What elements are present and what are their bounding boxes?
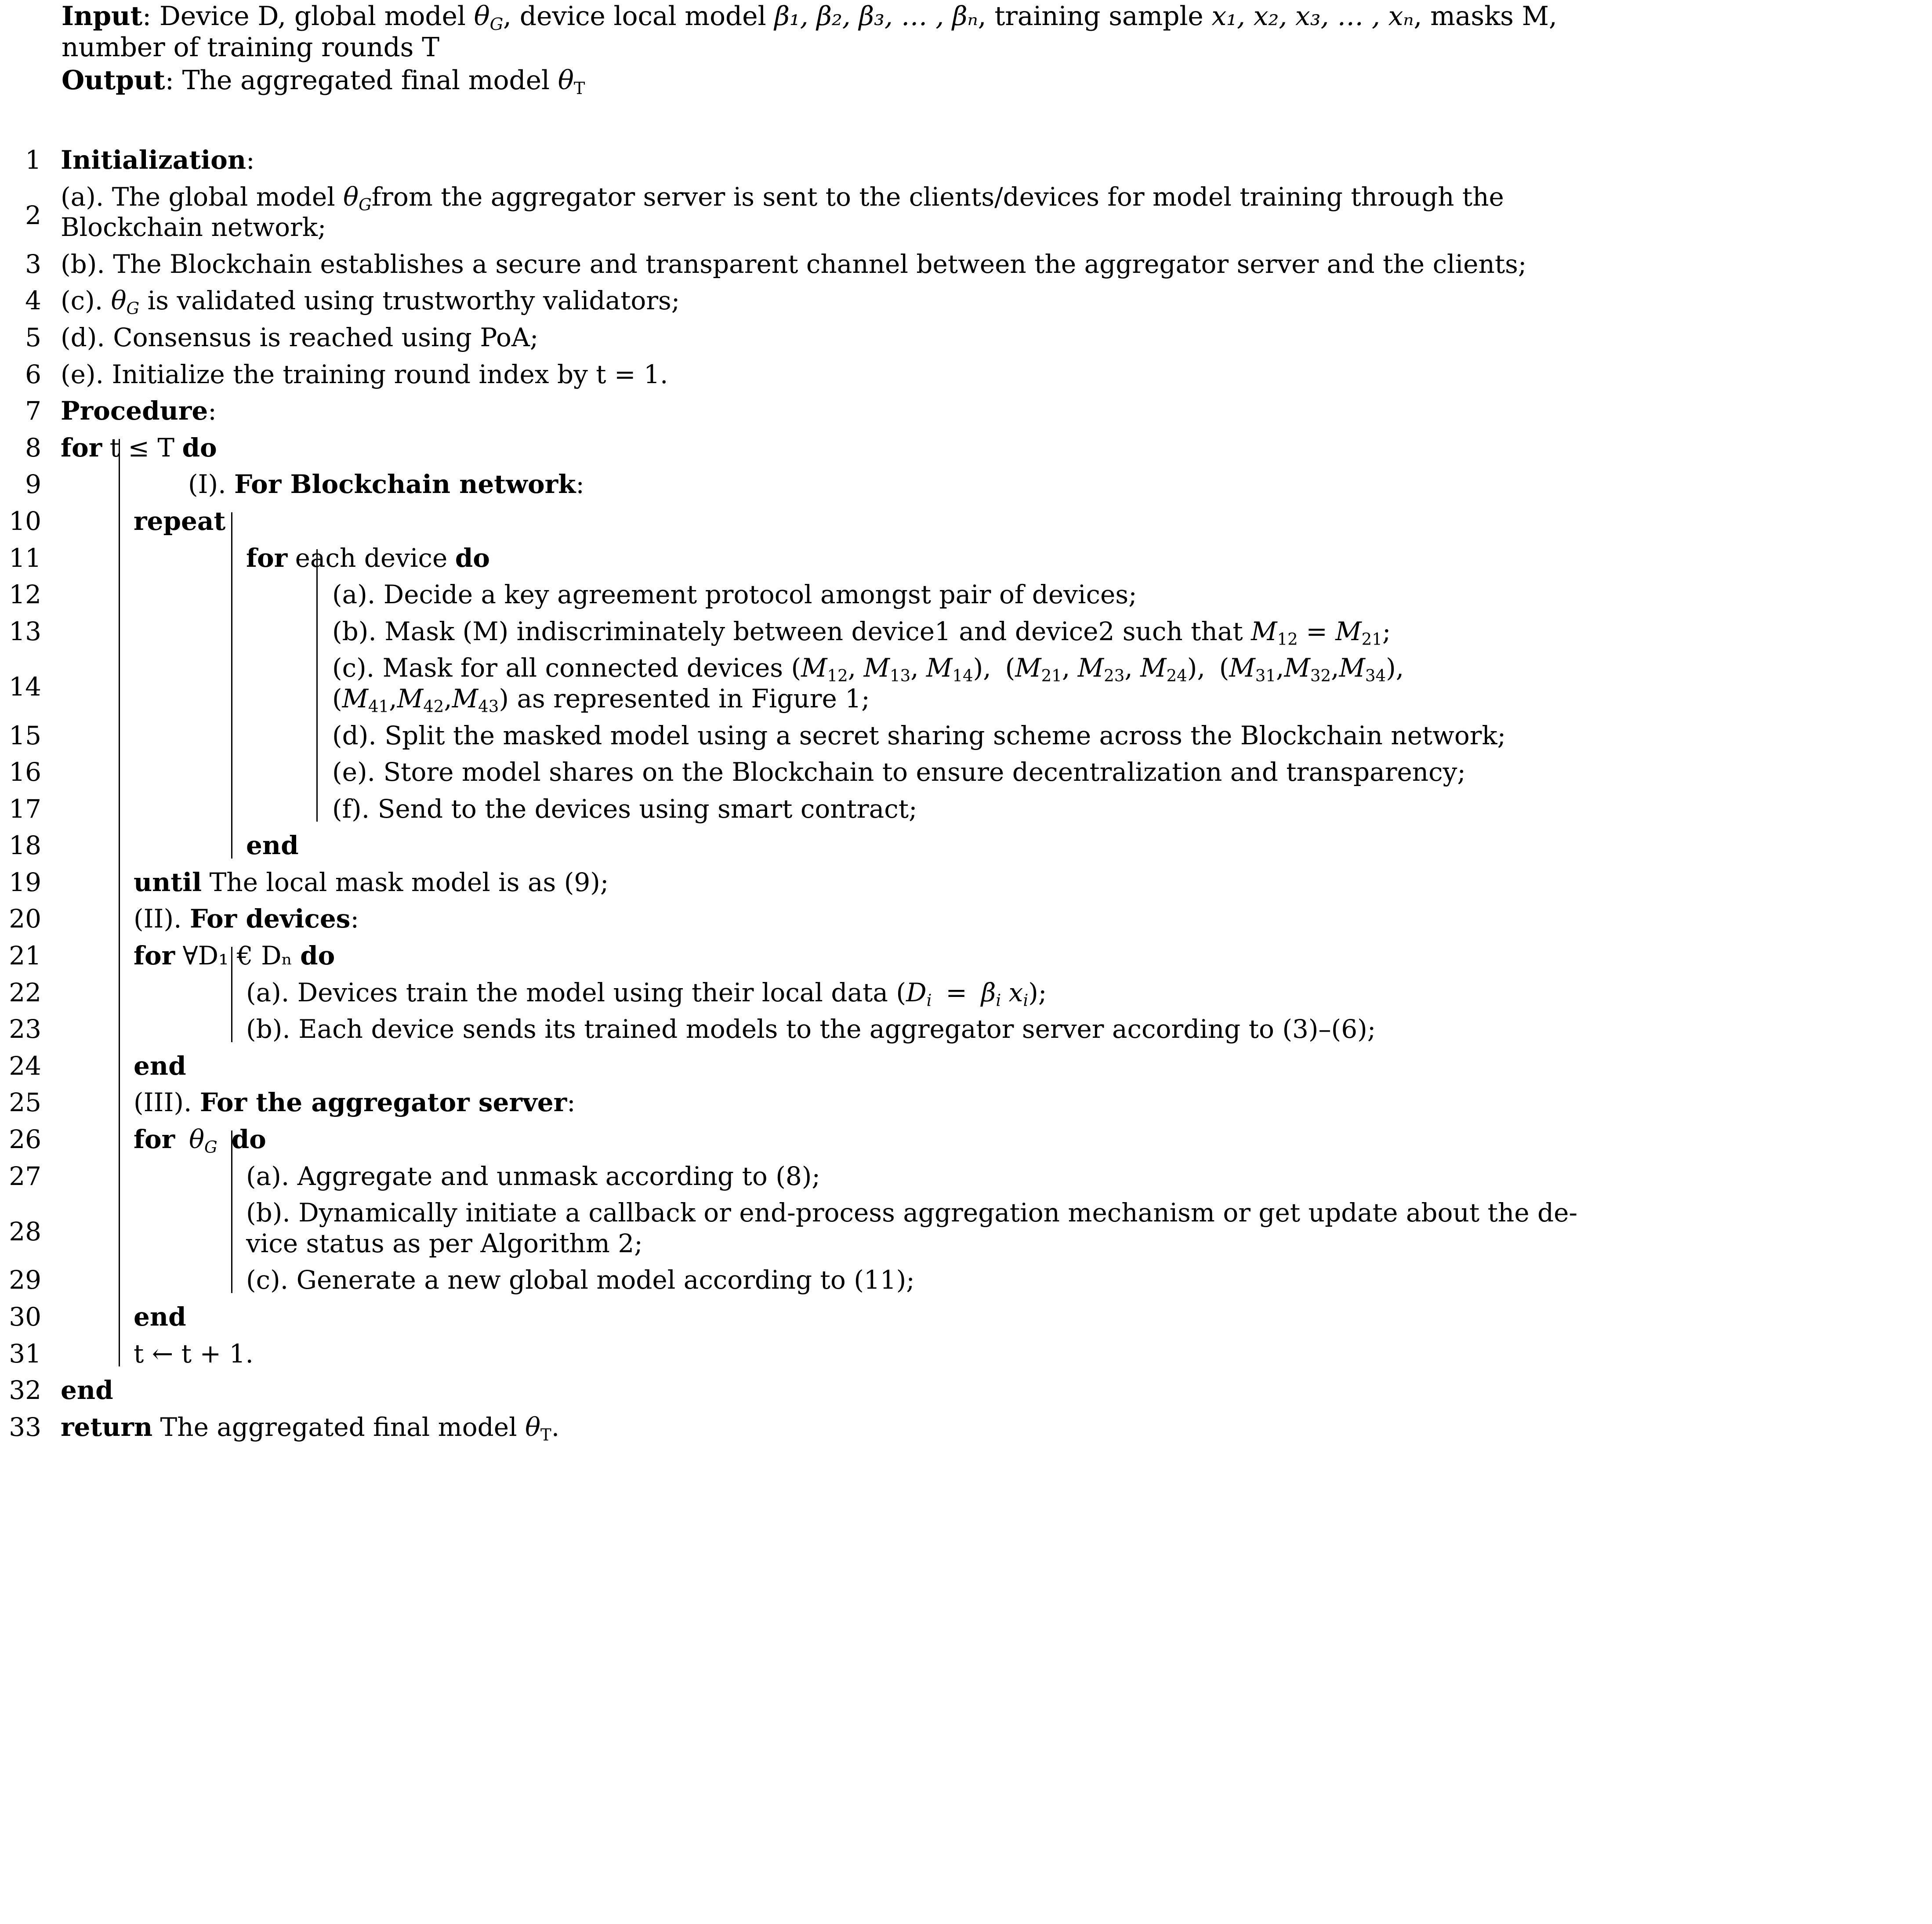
end-keyword: end: [246, 830, 299, 861]
theta-g-symbol: $\theta_G$: [189, 1124, 217, 1157]
input-text-2: , device local model: [503, 1, 775, 32]
step-text-23: (b). Each device sends its trained models to the aggregator server according to (3)–(6);: [246, 1014, 1376, 1044]
step-text-13: (b). Mask (M) indiscriminately between device1 and device2 such that $M_{12} = M_{21}$;: [332, 616, 1391, 649]
line-number: 22: [9, 977, 41, 1007]
step-row-3: [0, 249, 1932, 286]
end-keyword: end: [134, 1302, 186, 1332]
step-text-31: t ← t + 1.: [134, 1338, 254, 1369]
line-number: 29: [9, 1265, 41, 1295]
input-text-1: : Device D, global model: [142, 1, 474, 32]
step-row-30: [0, 1302, 1932, 1339]
step-row-15: [0, 721, 1932, 757]
line-number: 21: [9, 941, 41, 971]
step-text-21: [47, 941, 1932, 971]
for-keyword: for: [134, 1124, 175, 1155]
step-text-18: [47, 830, 1932, 861]
line-number: 18: [9, 830, 41, 861]
step-row-9: [0, 469, 1932, 506]
step-row-2: [0, 182, 1932, 249]
step-row-22: [0, 978, 1932, 1015]
step-row-27: [0, 1161, 1932, 1198]
step-text-16: (e). Store model shares on the Blockchain to ensure decentralization and transparency;: [332, 757, 1466, 787]
line-number: 28: [9, 1216, 41, 1246]
step-row-23: [0, 1014, 1932, 1051]
step-text-2-cont: Blockchain network;: [61, 212, 326, 243]
mask-tuple-3: $(M_{31},M_{32},M_{34})$: [1219, 653, 1396, 685]
do-keyword: do: [182, 432, 217, 463]
step-text-24: [47, 1051, 1932, 1082]
step-text-15: (d). Split the masked model using a secret sharing scheme across the Blockchain network;: [332, 720, 1506, 750]
step-row-8: [0, 433, 1932, 470]
mask-tuple-4: $(M_{41},M_{42},M_{43})$: [332, 683, 509, 716]
step-text-7: Procedure:: [61, 396, 217, 426]
input-text-4: , masks M,: [1414, 1, 1557, 32]
line-number: 15: [9, 720, 41, 750]
step-row-12: [0, 580, 1932, 616]
step-row-25: [0, 1087, 1932, 1124]
step-text-10: [47, 506, 1932, 537]
output-label: Output: [62, 65, 165, 96]
line-number: 8: [25, 432, 41, 463]
line-number: 7: [25, 396, 41, 426]
line-number: 19: [9, 867, 41, 897]
theta-g-symbol: $\theta_G$: [343, 181, 372, 214]
theta-g-symbol: $\theta_G$: [111, 286, 140, 318]
step-row-14: [0, 653, 1932, 720]
step-row-32: [0, 1375, 1932, 1412]
device-set-expression: ∀D₁ € Dₙ: [182, 941, 293, 971]
step-row-10: [0, 506, 1932, 543]
step-text-11: for each device do: [246, 543, 490, 573]
do-keyword: do: [300, 941, 335, 971]
mask-tuple-2: ($M_{21}$, $M_{23}$, $M_{24}$): [1005, 653, 1197, 685]
step-row-19: [0, 867, 1932, 904]
line-number: 2: [25, 200, 41, 230]
beta-list: β₁, β₂, β₃, … , βₙ: [774, 1, 978, 32]
step-text-12: (a). Decide a key agreement protocol amongst pair of devices;: [332, 580, 1137, 610]
step-text-5: (d). Consensus is reached using PoA;: [61, 322, 539, 352]
step-row-21: [0, 941, 1932, 978]
line-number: 10: [9, 506, 41, 536]
line-number: 13: [9, 616, 41, 646]
step-row-31: [0, 1339, 1932, 1376]
line-number: 27: [9, 1161, 41, 1191]
step-row-18: [0, 830, 1932, 867]
output-line: [62, 65, 1920, 96]
step-text-6: (e). Initialize the training round index by t = 1.: [61, 359, 668, 389]
line-number: 5: [25, 322, 41, 352]
step-row-6: [0, 359, 1932, 396]
section-aggregator-server: For the aggregator server: [199, 1087, 567, 1118]
step-text-26: [47, 1124, 1932, 1155]
line-number: 6: [25, 359, 41, 389]
step-text-28: (b). Dynamically initiate a callback or end-process aggregation mechanism or get update about the de-: [246, 1198, 1578, 1228]
line-number: 3: [25, 249, 41, 279]
step-text-2: (a). The global model $\theta_Gfrom$ the aggregator server is sent to the clients/devices for model training through the: [61, 181, 1504, 214]
section-blockchain-network: For Blockchain network: [234, 469, 576, 500]
line-number: 30: [9, 1302, 41, 1332]
return-keyword: return: [61, 1412, 153, 1442]
step-row-11: [0, 543, 1932, 580]
line-number: 14: [9, 671, 41, 702]
step-row-5: [0, 322, 1932, 359]
line-number: 33: [9, 1412, 41, 1442]
input-label: Input: [62, 1, 142, 32]
step-row-4: [0, 286, 1932, 322]
step-row-26: [0, 1124, 1932, 1161]
line-number: 12: [9, 580, 41, 610]
line-number: 4: [25, 286, 41, 316]
input-line-2: number of training rounds T: [62, 32, 439, 63]
line-number: 32: [9, 1375, 41, 1406]
repeat-keyword: repeat: [134, 506, 226, 536]
for-keyword: for: [246, 543, 288, 573]
step-text-4: (c). $\theta_G$ is validated using trustworthy validators;: [61, 286, 680, 318]
do-keyword: do: [455, 543, 490, 573]
theta-t-symbol: $\theta_T$: [558, 65, 585, 98]
line-number: 20: [9, 904, 41, 934]
for-keyword: for: [61, 432, 102, 463]
line-number: 26: [9, 1124, 41, 1155]
mask-m12: $M_{12}$: [1251, 616, 1298, 649]
local-data-equation: $D_i = \beta_i$ $x_i$: [906, 977, 1029, 1010]
step-text-25: (III). For the aggregator server:: [134, 1087, 576, 1118]
line-number: 9: [25, 469, 41, 500]
step-row-20: [0, 904, 1932, 941]
step-text-28-cont: vice status as per Algorithm 2;: [246, 1228, 643, 1258]
line-number: 17: [9, 794, 41, 824]
step-text-27: (a). Aggregate and unmask according to (8);: [246, 1161, 820, 1191]
step-text-9: (I). For Blockchain network:: [188, 469, 584, 500]
step-row-29: [0, 1265, 1932, 1302]
line-number: 16: [9, 757, 41, 787]
line-number: 1: [25, 145, 41, 175]
step-row-13: [0, 616, 1932, 653]
step-row-1: [0, 145, 1932, 182]
step-row-28: [0, 1198, 1932, 1265]
end-keyword: end: [61, 1375, 113, 1406]
step-text-22: (a). Devices train the model using their local data ($D_i = \beta_i$ $x_i$);: [246, 977, 1047, 1010]
input-line-1: [62, 1, 1920, 32]
initialization-keyword: Initialization: [61, 145, 246, 175]
step-text-20: (II). For devices:: [134, 904, 359, 934]
output-text: : The aggregated final model: [165, 65, 558, 96]
mask-m21: $M_{21}$: [1335, 616, 1382, 649]
mask-tuple-1: ($M_{12}$, $M_{13}$, $M_{14}$): [791, 653, 983, 685]
step-text-19: until The local mask model is as (9);: [134, 867, 609, 897]
step-text-1: Initialization:: [61, 145, 255, 175]
line-number: 31: [9, 1338, 41, 1369]
end-keyword: end: [134, 1051, 186, 1081]
until-keyword: until: [134, 867, 202, 897]
line-number: 24: [9, 1051, 41, 1081]
theta-g-symbol: $\theta_G$: [474, 1, 504, 34]
step-row-33: [0, 1412, 1932, 1449]
algorithm-steps: [0, 145, 1932, 1449]
for-keyword: for: [134, 941, 175, 971]
step-text-3: (b). The Blockchain establishes a secure and transparent channel between the aggregator server and the clients;: [61, 249, 1527, 279]
x-list: x₁, x₂, x₃, … , xₙ: [1211, 1, 1414, 32]
step-text-29: (c). Generate a new global model according to (11);: [246, 1265, 915, 1295]
section-for-devices: For devices: [189, 904, 351, 934]
step-row-7: [0, 396, 1932, 433]
step-text-32: [47, 1375, 1932, 1406]
step-text-14: (c). Mask for all connected devices ($M_{12}$, $M_{13}$, $M_{14}$), ($M_{21}$, $M_{23}$, $M_{24}$), $(M_{31},M_{32},M_{34})$,: [332, 653, 1404, 685]
step-text-33: return The aggregated final model $\theta_T$.: [61, 1412, 560, 1445]
step-row-24: [0, 1051, 1932, 1088]
step-text-17: (f). Send to the devices using smart contract;: [332, 794, 917, 824]
do-keyword: do: [231, 1124, 266, 1155]
step-row-17: [0, 794, 1932, 831]
step-text-14-cont: $(M_{41},M_{42},M_{43})$ as represented in Figure 1;: [332, 683, 870, 716]
line-number: 11: [9, 543, 41, 573]
step-text-30: [47, 1302, 1932, 1333]
step-text-8: for t ≤ T do: [61, 432, 217, 463]
input-text-3: , training sample: [978, 1, 1212, 32]
step-row-16: [0, 757, 1932, 794]
procedure-keyword: Procedure: [61, 396, 208, 426]
algorithm-header: [62, 1, 1920, 96]
theta-t-symbol: $\theta_T$: [525, 1412, 551, 1445]
line-number: 23: [9, 1014, 41, 1044]
line-number: 25: [9, 1087, 41, 1118]
